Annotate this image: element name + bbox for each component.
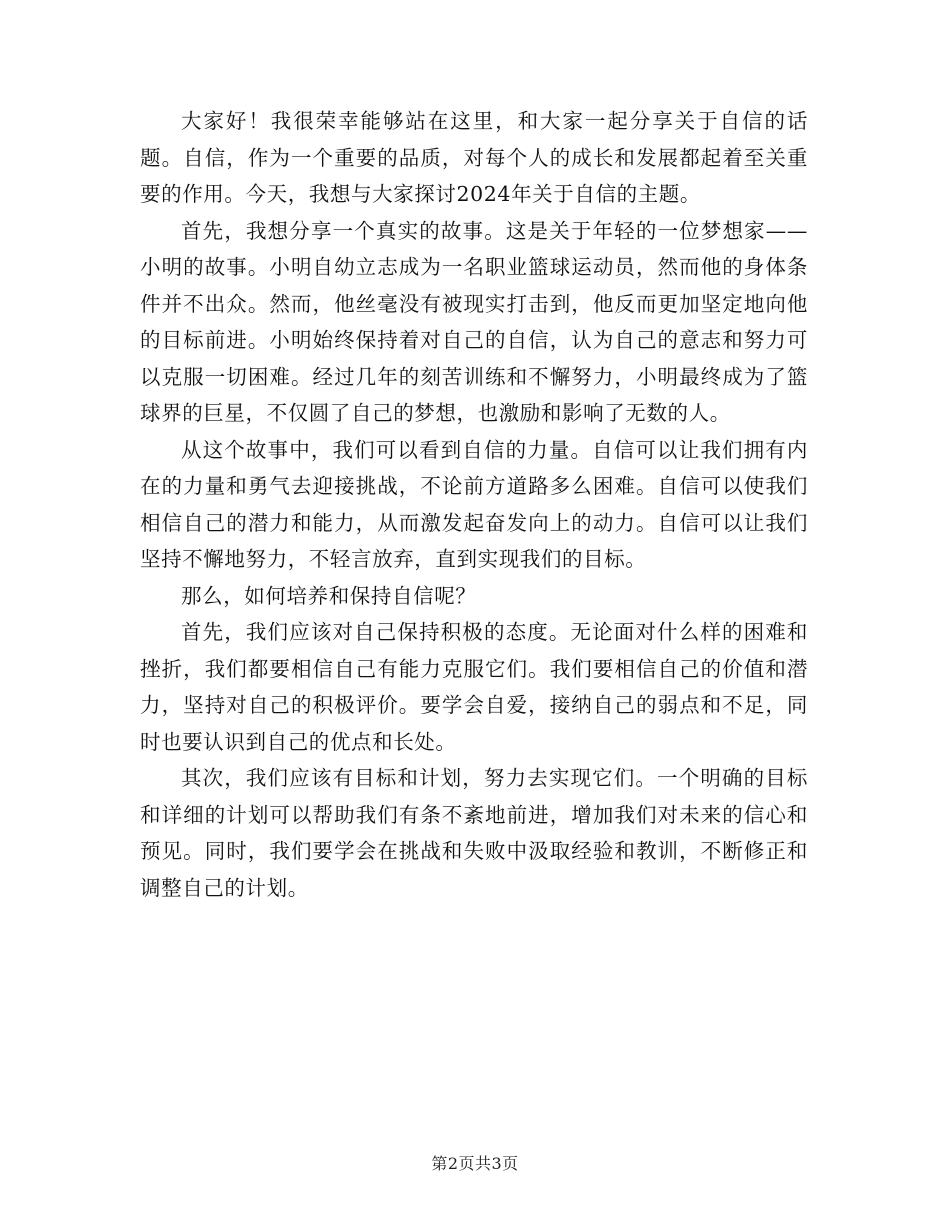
document-body bbox=[140, 103, 808, 906]
paragraph-question: 那么，如何培养和保持自信呢？ bbox=[181, 583, 477, 608]
paragraph-power-of-confidence: 从这个故事中，我们可以看到自信的力量。自信可以让我们拥有内在的力量和勇气去迎接挑战，不论前方道路多么困难。自信可以使我们相信自己的潜力和能力，从而激发起奋发向上的动力。自信可以让我们坚持不懈地努力，不轻言放弃，直到实现我们的目标。 bbox=[140, 437, 808, 571]
paragraph-story: 首先，我想分享一个真实的故事。这是关于年轻的一位梦想家——小明的故事。小明自幼立志成为一名职业篮球运动员，然而他的身体条件并不出众。然而，他丝毫没有被现实打击到，他反而更加坚定地向他的目标前进。小明始终保持着对自己的自信，认为自己的意志和努力可以克服一切困难。经过几年的刻苦训练和不懈努力，小明最终成为了篮球界的巨星，不仅圆了自己的梦想，也激励和影响了无数的人。 bbox=[140, 218, 808, 425]
paragraph-first-method: 首先，我们应该对自己保持积极的态度。无论面对什么样的困难和挫折，我们都要相信自己有能力克服它们。我们要相信自己的价值和潜力，坚持对自己的积极评价。要学会自爱，接纳自己的弱点和不足，同时也要认识到自己的优点和长处。 bbox=[140, 620, 808, 754]
paragraph-second-method: 其次，我们应该有目标和计划，努力去实现它们。一个明确的目标和详细的计划可以帮助我们有条不紊地前进，增加我们对未来的信心和预见。同时，我们要学会在挑战和失败中汲取经验和教训，不断修正和调整自己的计划。 bbox=[140, 766, 808, 900]
page-number-footer: 第2页共3页 bbox=[431, 1154, 519, 1173]
paragraph-intro: 大家好！我很荣幸能够站在这里，和大家一起分享关于自信的话题。自信，作为一个重要的品质，对每个人的成长和发展都起着至关重要的作用。今天，我想与大家探讨2024年关于自信的主题。 bbox=[140, 109, 808, 206]
